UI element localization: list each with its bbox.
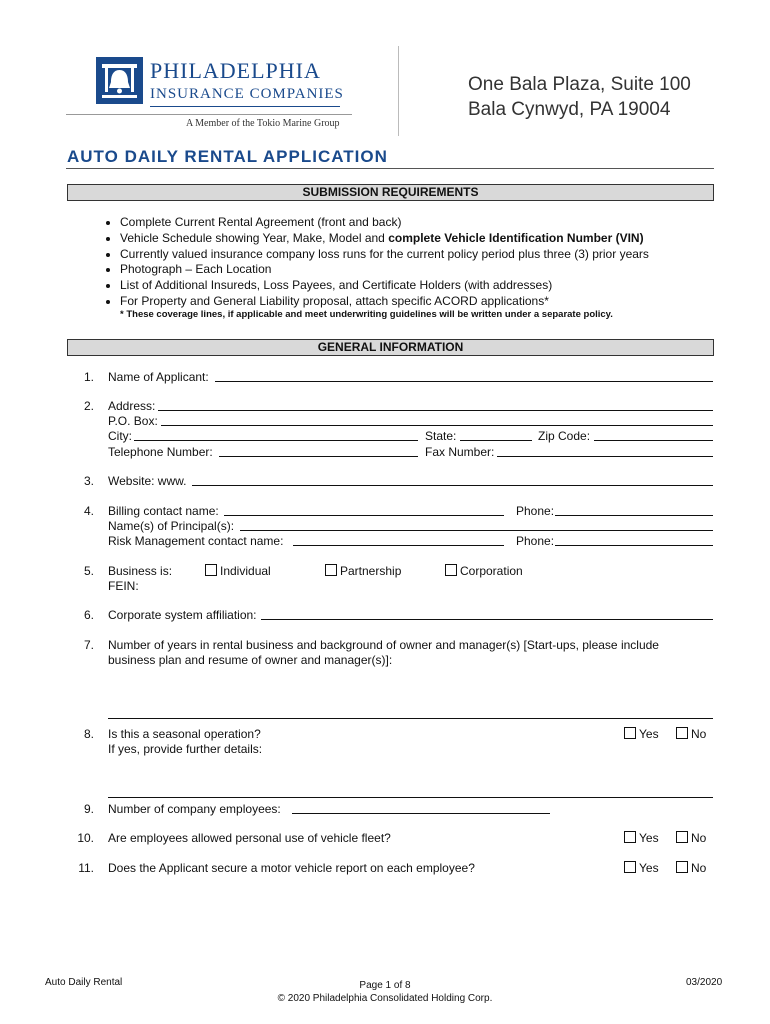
question-number: 3.	[83, 474, 94, 488]
question-number: 10.	[77, 831, 94, 845]
partnership-checkbox[interactable]	[325, 564, 337, 576]
billing-phone-field[interactable]	[555, 515, 713, 516]
partnership-option[interactable]: Partnership	[325, 564, 401, 578]
footer-form-name: Auto Daily Rental	[45, 977, 123, 988]
question-number: 5.	[83, 564, 94, 578]
tagline: A Member of the Tokio Marine Group	[186, 118, 340, 129]
website-field[interactable]	[192, 485, 713, 486]
question-number: 8.	[83, 727, 94, 741]
years-in-business-text-2: business plan and resume of owner and manager(s)]:	[108, 653, 393, 667]
seasonal-details-label: If yes, provide further details:	[108, 742, 263, 756]
address-line-2: Bala Cynwyd, PA 19004	[468, 99, 671, 120]
requirement-item: • List of Additional Insureds, Loss Payees, and Certificate Holders (with addresses)	[120, 278, 740, 294]
fleet-use-question: Are employees allowed personal use of vehicle fleet?	[108, 831, 391, 845]
employees-count-field[interactable]	[292, 813, 550, 814]
requirements-list	[83, 215, 740, 310]
question-number: 1.	[83, 370, 94, 384]
applicant-name-field[interactable]	[215, 381, 713, 382]
mvr-yes-option[interactable]: Yes	[624, 861, 659, 875]
city-label: City:	[108, 429, 132, 443]
years-in-business-field[interactable]	[108, 718, 713, 719]
requirement-item: • Currently valued insurance company loss runs for the current policy period plus three (3) prior years	[120, 247, 740, 263]
company-name: PHILADELPHIA	[150, 58, 321, 83]
employees-count-label: Number of company employees:	[108, 802, 281, 816]
requirement-item: • For Property and General Liability proposal, attach specific ACORD applications*	[120, 294, 740, 310]
question-number: 9.	[83, 802, 94, 816]
requirement-item: • Photograph – Each Location	[120, 262, 740, 278]
address-line-1: One Bala Plaza, Suite 100	[468, 74, 691, 95]
individual-option[interactable]: Individual	[205, 564, 271, 578]
seasonal-yes-checkbox[interactable]	[624, 727, 636, 739]
header-rule	[66, 114, 352, 115]
footer-copyright: © 2020 Philadelphia Consolidated Holding Corp.	[277, 993, 493, 1004]
address-label: Address:	[108, 399, 156, 413]
affiliation-field[interactable]	[261, 619, 713, 620]
address-field[interactable]	[158, 410, 713, 411]
seasonal-yes-option[interactable]: Yes	[624, 727, 659, 741]
question-number: 11.	[78, 861, 94, 875]
general-information-heading: GENERAL INFORMATION	[67, 339, 714, 356]
telephone-field[interactable]	[219, 456, 418, 457]
form-title: AUTO DAILY RENTAL APPLICATION	[67, 147, 388, 166]
footer-page-number: Page 1 of 8	[359, 980, 411, 991]
mvr-no-checkbox[interactable]	[676, 861, 688, 873]
applicant-name-label: Name of Applicant:	[108, 370, 209, 384]
telephone-label: Telephone Number:	[108, 445, 213, 459]
fleet-use-no-option[interactable]: No	[676, 831, 706, 845]
fleet-use-yes-option[interactable]: Yes	[624, 831, 659, 845]
zip-field[interactable]	[594, 440, 713, 441]
requirement-item: • Vehicle Schedule showing Year, Make, Model and complete Vehicle Identification Number (VIN)	[120, 231, 740, 247]
fax-label: Fax Number:	[425, 445, 495, 459]
question-number: 4.	[83, 504, 94, 518]
billing-contact-label: Billing contact name:	[108, 504, 219, 518]
corporation-option[interactable]: Corporation	[445, 564, 523, 578]
submission-requirements-heading: SUBMISSION REQUIREMENTS	[67, 184, 714, 201]
risk-management-field[interactable]	[293, 545, 504, 546]
website-label: Website: www.	[108, 474, 187, 488]
requirements-note: * These coverage lines, if applicable and meet underwriting guidelines will be written under a separate policy.	[120, 309, 613, 320]
affiliation-label: Corporate system affiliation:	[108, 608, 257, 622]
footer-date: 03/2020	[686, 977, 723, 988]
billing-phone-label: Phone:	[516, 504, 555, 518]
question-number: 6.	[83, 608, 94, 622]
question-number: 2.	[83, 399, 94, 413]
seasonal-no-checkbox[interactable]	[676, 727, 688, 739]
risk-phone-label: Phone:	[516, 534, 555, 548]
principals-label: Name(s) of Principal(s):	[108, 519, 235, 533]
mvr-no-option[interactable]: No	[676, 861, 706, 875]
risk-phone-field[interactable]	[555, 545, 713, 546]
zip-label: Zip Code:	[538, 429, 591, 443]
state-field[interactable]	[460, 440, 532, 441]
po-box-label: P.O. Box:	[108, 414, 158, 428]
mvr-yes-checkbox[interactable]	[624, 861, 636, 873]
seasonal-question: Is this a seasonal operation?	[108, 727, 261, 741]
title-rule	[66, 168, 714, 169]
fax-field[interactable]	[497, 456, 713, 457]
years-in-business-text-1: Number of years in rental business and background of owner and manager(s) [Start-ups, please include	[108, 638, 659, 652]
principals-field[interactable]	[240, 530, 713, 531]
question-number: 7.	[83, 638, 94, 652]
fleet-use-yes-checkbox[interactable]	[624, 831, 636, 843]
corporation-checkbox[interactable]	[445, 564, 457, 576]
header-divider	[398, 46, 399, 136]
fein-label: FEIN:	[108, 579, 139, 593]
requirement-item: • Complete Current Rental Agreement (front and back)	[120, 215, 740, 231]
vin-emphasis: complete Vehicle Identification Number (VIN)	[388, 230, 644, 245]
business-type-label: Business is:	[108, 564, 173, 578]
fleet-use-no-checkbox[interactable]	[676, 831, 688, 843]
individual-checkbox[interactable]	[205, 564, 217, 576]
po-box-field[interactable]	[161, 425, 713, 426]
billing-contact-field[interactable]	[224, 515, 504, 516]
liberty-bell-icon	[96, 57, 143, 104]
mvr-question: Does the Applicant secure a motor vehicle report on each employee?	[108, 861, 475, 875]
company-subtitle: INSURANCE COMPANIES	[150, 86, 344, 102]
state-label: State:	[425, 429, 457, 443]
seasonal-no-option[interactable]: No	[676, 727, 706, 741]
seasonal-details-field[interactable]	[108, 797, 713, 798]
city-field[interactable]	[134, 440, 418, 441]
risk-management-label: Risk Management contact name:	[108, 534, 284, 548]
logo-rule	[150, 106, 340, 107]
